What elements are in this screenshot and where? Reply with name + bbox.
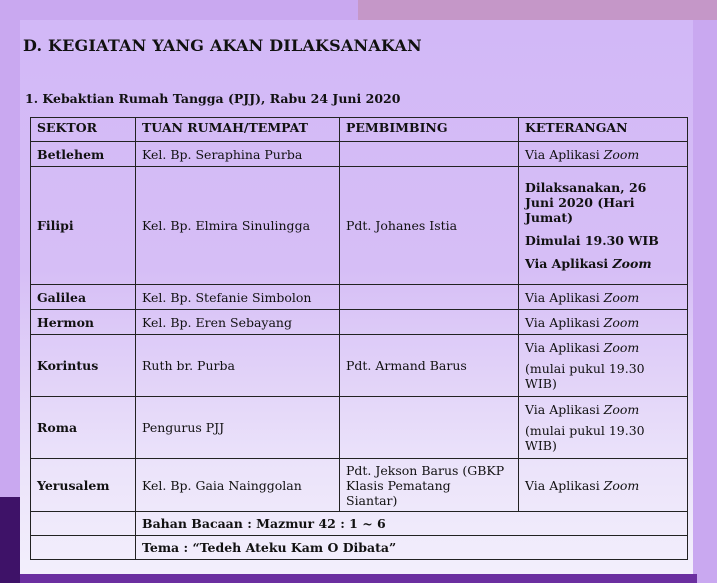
header-keterangan: KETERANGAN bbox=[519, 118, 688, 142]
cell-pembimbing bbox=[340, 142, 519, 167]
section-title: D. KEGIATAN YANG AKAN DILAKSANAKAN bbox=[23, 36, 422, 55]
cell-sektor: Filipi bbox=[31, 167, 136, 285]
cell-tuan-rumah: Kel. Bp. Gaia Nainggolan bbox=[136, 459, 340, 512]
cell-pembimbing bbox=[340, 397, 519, 459]
cell-tuan-rumah: Kel. Bp. Elmira Sinulingga bbox=[136, 167, 340, 285]
cell-tuan-rumah: Kel. Bp. Seraphina Purba bbox=[136, 142, 340, 167]
cell-sektor: Roma bbox=[31, 397, 136, 459]
bahan-bacaan: Bahan Bacaan : Mazmur 42 : 1 ~ 6 bbox=[136, 512, 688, 536]
cell-keterangan bbox=[519, 142, 688, 167]
header-pembimbing: PEMBIMBING bbox=[340, 118, 519, 142]
table-row-yerusalem bbox=[31, 459, 688, 512]
cell-tuan-rumah: Kel. Bp. Eren Sebayang bbox=[136, 310, 340, 335]
subsection-title: 1. Kebaktian Rumah Tangga (PJJ), Rabu 24 Juni 2020 bbox=[25, 91, 401, 106]
cell-empty bbox=[31, 536, 136, 560]
cell-keterangan bbox=[519, 459, 688, 512]
cell-pembimbing bbox=[340, 459, 519, 512]
cell-keterangan bbox=[519, 310, 688, 335]
cell-tuan-rumah: Ruth br. Purba bbox=[136, 335, 340, 397]
ket-prefix: Via Aplikasi bbox=[525, 256, 613, 271]
cell-keterangan bbox=[519, 397, 688, 459]
ket-line: Juni 2020 (Hari bbox=[525, 195, 635, 210]
ket-prefix: Via Aplikasi bbox=[525, 289, 604, 305]
cell-sektor: Korintus bbox=[31, 335, 136, 397]
cell-pembimbing bbox=[340, 285, 519, 310]
cell-pembimbing: Pdt. Johanes Istia bbox=[340, 167, 519, 285]
ket-prefix: Via Aplikasi bbox=[525, 340, 604, 355]
cell-keterangan bbox=[519, 285, 688, 310]
ket-prefix: Via Aplikasi bbox=[525, 477, 604, 493]
tema: Tema : “Tedeh Ateku Kam O Dibata” bbox=[136, 536, 688, 560]
document-page bbox=[20, 20, 693, 574]
table-row-tema bbox=[31, 536, 688, 560]
ket-app: Zoom bbox=[603, 402, 640, 417]
background-accent-bottom-left bbox=[0, 497, 20, 583]
cell-sektor: Galilea bbox=[31, 285, 136, 310]
ket-prefix: Via Aplikasi bbox=[525, 146, 604, 162]
header-sektor: SEKTOR bbox=[31, 118, 136, 142]
ket-note: WIB) bbox=[525, 438, 557, 453]
table-header-row bbox=[31, 118, 688, 142]
background-accent-top bbox=[358, 0, 717, 20]
cell-sektor: Hermon bbox=[31, 310, 136, 335]
schedule-table bbox=[30, 117, 688, 560]
pembimbing-line: Siantar) bbox=[346, 492, 398, 508]
table-row-hermon bbox=[31, 310, 688, 335]
table-row-bahan-bacaan bbox=[31, 512, 688, 536]
cell-sektor: Yerusalem bbox=[31, 459, 136, 512]
background-accent-bottom bbox=[20, 574, 697, 583]
table-row-galilea bbox=[31, 285, 688, 310]
cell-keterangan bbox=[519, 167, 688, 285]
ket-app: Zoom bbox=[603, 477, 640, 493]
ket-note: (mulai pukul 19.30 bbox=[525, 361, 645, 376]
ket-time: Dimulai 19.30 WIB bbox=[525, 233, 659, 248]
ket-line: Jumat) bbox=[525, 210, 574, 225]
ket-prefix: Via Aplikasi bbox=[525, 314, 604, 330]
cell-pembimbing bbox=[340, 310, 519, 335]
ket-prefix: Via Aplikasi bbox=[525, 402, 604, 417]
ket-app: Zoom bbox=[603, 146, 640, 162]
ket-app: Zoom bbox=[612, 256, 652, 271]
ket-app: Zoom bbox=[603, 289, 640, 305]
cell-empty bbox=[31, 512, 136, 536]
table-row-korintus bbox=[31, 335, 688, 397]
table-row-roma bbox=[31, 397, 688, 459]
cell-sektor: Betlehem bbox=[31, 142, 136, 167]
ket-line: Dilaksanakan, 26 bbox=[525, 180, 647, 195]
ket-app: Zoom bbox=[603, 314, 640, 330]
ket-note: (mulai pukul 19.30 bbox=[525, 423, 645, 438]
ket-app: Zoom bbox=[603, 340, 640, 355]
cell-tuan-rumah: Kel. Bp. Stefanie Simbolon bbox=[136, 285, 340, 310]
ket-note: WIB) bbox=[525, 376, 557, 391]
cell-tuan-rumah: Pengurus PJJ bbox=[136, 397, 340, 459]
pembimbing-line: Klasis Pematang bbox=[346, 477, 451, 493]
table-row-betlehem bbox=[31, 142, 688, 167]
header-tuan-rumah: TUAN RUMAH/TEMPAT bbox=[136, 118, 340, 142]
cell-keterangan bbox=[519, 335, 688, 397]
pembimbing-line: Pdt. Jekson Barus (GBKP bbox=[346, 462, 505, 478]
table-row-filipi bbox=[31, 167, 688, 285]
cell-pembimbing: Pdt. Armand Barus bbox=[340, 335, 519, 397]
